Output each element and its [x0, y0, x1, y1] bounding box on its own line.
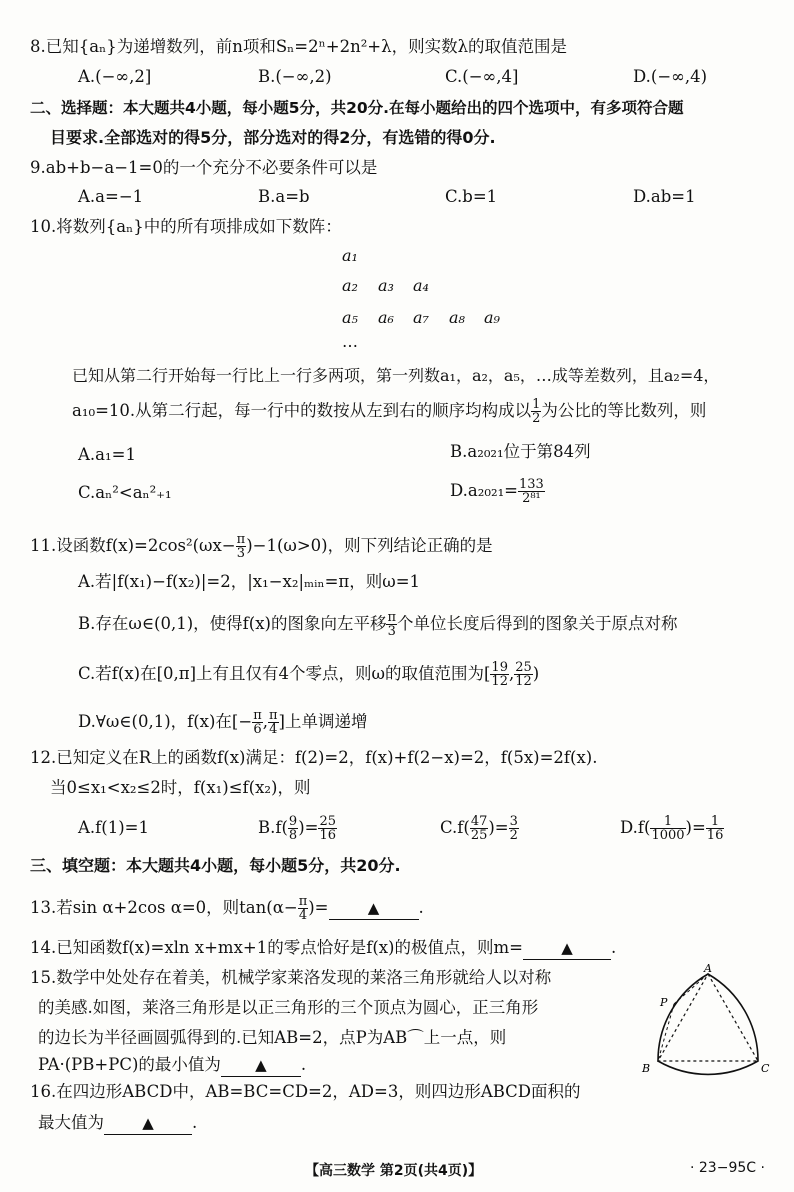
- q12-option-a: A.f(1)=1: [78, 818, 149, 837]
- reuleaux-arcs: [658, 974, 758, 1074]
- array-a4: a₄: [413, 276, 429, 295]
- q10-option-b: B.a₂₀₂₁位于第84列: [450, 442, 591, 461]
- q10-option-d-fraction: $\frac{133}{\text{2⁸¹}}$: [519, 477, 544, 506]
- section3-heading: 三、填空题：本大题共4小题，每小题5分，共20分.: [30, 856, 401, 875]
- q11-option-c-fraction2: $\frac{25}{12}$: [515, 660, 532, 689]
- q12-option-d-frac1: $\frac{1}{1000}$: [651, 814, 685, 843]
- q16-line2: 最大值为 ▲ .: [38, 1112, 197, 1135]
- section2-heading-line2: 目要求.全部选对的得5分，部分选对的得2分，有选错的得0分.: [50, 128, 496, 147]
- page-footer-label: 【高三数学 第2页(共4页)】: [305, 1163, 483, 1179]
- q14-answer-blank: ▲: [523, 937, 611, 960]
- q9-option-d: D.ab=1: [633, 187, 696, 206]
- q11-option-d: D.∀ω∈(0,1)，f(x)在[− $\frac{\pi}{6}$ , $\frac{\pi}{4}$ ]上单调递增: [78, 708, 368, 737]
- section2-heading-line1: 二、选择题：本大题共4小题，每小题5分，共20分.在每小题给出的四个选项中，有多项符合题: [30, 99, 684, 117]
- inner-triangle-dashed: [658, 974, 758, 1061]
- q11-option-c-fraction1: $\frac{19}{12}$: [491, 660, 508, 689]
- q12-option-c: C.f( $\frac{47}{25}$ )= $\frac{3}{2}$: [440, 814, 518, 843]
- q11-option-a: A.若|f(x₁)−f(x₂)|=2，|x₁−x₂|ₘᵢₙ=π，则ω=1: [78, 572, 421, 591]
- q8-option-a: A.(−∞,2]: [78, 67, 152, 86]
- q15-line1: 15.数学中处处存在着美，机械学家莱洛发现的莱洛三角形就给人以对称: [30, 968, 552, 987]
- q11-pi-over-3: $\frac{\pi}{3}$: [236, 532, 246, 561]
- q10-condition-line1: 已知从第二行开始每一行比上一行多两项，第一列数a₁，a₂，a₅，…成等差数列，且a₂=4，: [72, 366, 720, 385]
- q9-option-a: A.a=−1: [78, 187, 144, 206]
- q15-line3: 的边长为半径画圆弧得到的.已知AB=2，点P为AB⌒上一点，则: [38, 1028, 507, 1047]
- q12-stem-line2: 当0≤x₁<x₂≤2时，f(x₁)≤f(x₂)，则: [50, 778, 311, 797]
- q10-option-a: A.a₁=1: [78, 445, 136, 464]
- q9-option-c: C.b=1: [445, 187, 498, 206]
- q11-option-d-fraction2: $\frac{\pi}{4}$: [268, 708, 278, 737]
- q10-ratio-fraction: $\frac{1}{2}$: [532, 397, 541, 426]
- vertex-label-a: A: [704, 962, 712, 975]
- array-a7: a₇: [413, 308, 429, 327]
- q12-option-b: B.f( $\frac{9}{8}$ )= $\frac{25}{16}$: [258, 814, 337, 843]
- array-a8: a₈: [449, 308, 465, 327]
- q12-option-d: D.f( $\frac{1}{1000}$ )= $\frac{1}{16}$: [620, 814, 724, 843]
- point-label-p: P: [660, 996, 668, 1009]
- q10-condition-line2: [72, 398, 706, 425]
- q11-option-b: B.存在ω∈(0,1)，使得f(x)的图象向左平移 $\frac{\pi}{3}$ 个单位长度后得到的图象关于原点对称: [78, 610, 678, 639]
- array-ellipsis: …: [342, 332, 358, 351]
- q13-answer-blank: ▲: [329, 897, 419, 920]
- q8-option-d: D.(−∞,4): [633, 67, 708, 86]
- paper-code: · 23−95C ·: [690, 1160, 765, 1176]
- q11-option-c: C.若f(x)在[0,π]上有且仅有4个零点，则ω的取值范围为[ $\frac{19}{12}$ , $\frac{25}{12}$ ): [78, 660, 540, 689]
- q11-option-d-fraction1: $\frac{\pi}{6}$: [253, 708, 262, 737]
- q16-answer-blank: ▲: [104, 1112, 192, 1135]
- array-a6: a₆: [378, 308, 394, 327]
- q11-stem: 11.设函数f(x)=2cos²(ωx− $\frac{\pi}{3}$ )−1(ω>0)，则下列结论正确的是: [30, 532, 493, 561]
- q10-condition-text-a: a₁₀=10.从第二行起，每一行中的数按从左到右的顺序均构成以: [72, 401, 532, 420]
- q13-line: 13.若sin α+2cos α=0，则tan(α− $\frac{\pi}{4}$ )= ▲ .: [30, 894, 424, 923]
- q10-option-c: C.aₙ²<aₙ²₊₁: [78, 483, 172, 502]
- q10-condition-text-b: 为公比的等比数列，则: [541, 401, 707, 420]
- q10-stem: 10.将数列{aₙ}中的所有项排成如下数阵：: [30, 217, 342, 236]
- q11-option-b-fraction: $\frac{\pi}{3}$: [387, 610, 396, 639]
- q16-line1: 16.在四边形ABCD中，AB=BC=CD=2，AD=3，则四边形ABCD面积的: [30, 1082, 581, 1101]
- q12-option-c-frac2: $\frac{3}{2}$: [509, 814, 518, 843]
- q13-pi-over-4: $\frac{\pi}{4}$: [298, 894, 308, 923]
- array-a5: a₅: [342, 308, 358, 327]
- vertex-label-c: C: [761, 1062, 770, 1075]
- q12-stem-line1: 12.已知定义在R上的函数f(x)满足：f(2)=2，f(x)+f(2−x)=2，f(5x)=2f(x).: [30, 748, 598, 767]
- q8-option-c: C.(−∞,4]: [445, 67, 519, 86]
- q9-option-b: B.a=b: [258, 187, 310, 206]
- array-a3: a₃: [378, 276, 394, 295]
- reuleaux-triangle-figure: [630, 960, 780, 1090]
- segment-pa: [674, 974, 708, 1004]
- q15-line4: PA·(PB+PC)的最小值为 ▲ .: [38, 1054, 306, 1077]
- q8-stem: 8.已知{aₙ}为递增数列，前n项和Sₙ=2ⁿ+2n²+λ，则实数λ的取值范围是: [30, 37, 568, 56]
- q12-option-d-frac2: $\frac{1}{16}$: [706, 814, 724, 843]
- q12-option-b-frac1: $\frac{9}{8}$: [288, 814, 298, 843]
- segment-pb: [658, 1004, 674, 1061]
- q15-line2: 的美感.如图，莱洛三角形是以正三角形的三个顶点为圆心，正三角形: [38, 998, 539, 1017]
- array-a2: a₂: [342, 276, 358, 295]
- q9-stem: 9.ab+b−a−1=0的一个充分不必要条件可以是: [30, 158, 378, 177]
- q8-option-b: B.(−∞,2): [258, 67, 332, 86]
- array-a9: a₉: [484, 308, 500, 327]
- q15-answer-blank: ▲: [221, 1054, 301, 1077]
- q12-option-c-frac1: $\frac{47}{25}$: [470, 814, 488, 843]
- q12-option-b-frac2: $\frac{25}{16}$: [319, 814, 337, 843]
- array-a1: a₁: [342, 246, 358, 265]
- q10-option-d: D.a₂₀₂₁= $\frac{133}{\text{2⁸¹}}$: [450, 477, 544, 506]
- vertex-label-b: B: [642, 1062, 651, 1075]
- q14-line: 14.已知函数f(x)=xln x+mx+1的零点恰好是f(x)的极值点，则m= ▲ .: [30, 937, 616, 960]
